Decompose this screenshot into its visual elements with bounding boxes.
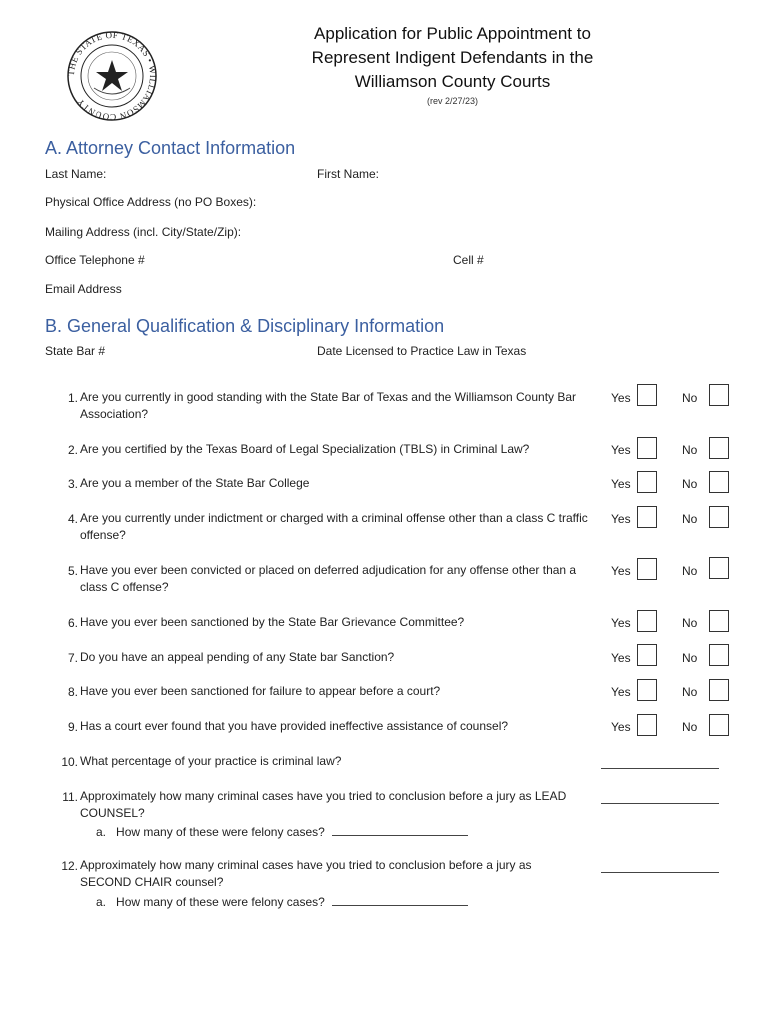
question-number: 4.	[67, 512, 78, 526]
sub-question	[96, 894, 468, 909]
no-label: No	[682, 512, 698, 526]
yes-label: Yes	[611, 391, 631, 405]
yes-label: Yes	[611, 477, 631, 491]
svg-text:THE STATE OF TEXAS • WILLIAMSO: THE STATE OF TEXAS • WILLIAMSON COUNTY	[66, 30, 158, 122]
question-number: 3.	[67, 477, 78, 491]
question-number: 11.	[62, 790, 78, 804]
yes-checkbox[interactable]	[637, 610, 657, 632]
no-checkbox[interactable]	[709, 471, 729, 493]
no-checkbox[interactable]	[709, 437, 729, 459]
question-text: Are you currently under indictment or charged with a criminal offense other than a class C traffic offense?	[80, 511, 588, 542]
answer-blank[interactable]	[601, 860, 719, 873]
revision-date: (rev 2/27/23)	[426, 96, 479, 106]
answer-blank[interactable]	[332, 894, 468, 906]
question-number: 5.	[67, 564, 78, 578]
title-line-3: Williamson County Courts	[354, 72, 551, 91]
question-number: 6.	[67, 616, 78, 630]
no-checkbox[interactable]	[709, 714, 729, 736]
no-label: No	[682, 477, 698, 491]
yes-checkbox[interactable]	[637, 506, 657, 528]
yes-checkbox[interactable]	[637, 471, 657, 493]
no-checkbox[interactable]	[709, 644, 729, 666]
no-checkbox[interactable]	[709, 506, 729, 528]
no-label: No	[682, 685, 698, 699]
state-bar-label: State Bar #	[45, 344, 106, 358]
section-b-heading: B. General Qualification & Disciplinary Information	[45, 316, 445, 336]
section-a-heading: A. Attorney Contact Information	[45, 138, 296, 158]
question-number: 1.	[67, 391, 78, 405]
sub-question	[96, 824, 468, 839]
no-checkbox[interactable]	[709, 557, 729, 579]
yes-label: Yes	[611, 616, 631, 630]
title-line-1: Application for Public Appointment to	[314, 24, 591, 43]
answer-blank[interactable]	[601, 791, 719, 804]
yes-checkbox[interactable]	[637, 679, 657, 701]
yes-checkbox[interactable]	[637, 714, 657, 736]
physical-address-label: Physical Office Address (no PO Boxes):	[45, 195, 257, 209]
document-title	[270, 22, 635, 94]
williamson-county-seal	[66, 30, 158, 122]
yes-label: Yes	[611, 720, 631, 734]
question-number: 9.	[67, 720, 78, 734]
question-text: Have you ever been sanctioned for failure to appear before a court?	[80, 684, 441, 698]
sub-question-number: a.	[96, 825, 107, 839]
sub-question-text: How many of these were felony cases?	[116, 895, 325, 909]
cell-label: Cell #	[453, 253, 484, 267]
yes-label: Yes	[611, 512, 631, 526]
answer-blank[interactable]	[601, 756, 719, 769]
yes-checkbox[interactable]	[637, 437, 657, 459]
question-text: Have you ever been sanctioned by the State Bar Grievance Committee?	[80, 615, 465, 629]
question-text: Are you certified by the Texas Board of Legal Specialization (TBLS) in Criminal Law?	[80, 442, 530, 456]
question-text: Has a court ever found that you have provided ineffective assistance of counsel?	[80, 719, 509, 733]
no-checkbox[interactable]	[709, 384, 729, 406]
yes-label: Yes	[611, 564, 631, 578]
no-checkbox[interactable]	[709, 679, 729, 701]
yes-checkbox[interactable]	[637, 558, 657, 580]
no-label: No	[682, 443, 698, 457]
question-text: Are you a member of the State Bar College	[80, 476, 310, 490]
no-checkbox[interactable]	[709, 610, 729, 632]
yes-checkbox[interactable]	[637, 384, 657, 406]
no-label: No	[682, 564, 698, 578]
date-licensed-label: Date Licensed to Practice Law in Texas	[317, 344, 527, 358]
first-name-label: First Name:	[317, 167, 380, 181]
question-text: What percentage of your practice is criminal law?	[80, 754, 342, 768]
office-phone-label: Office Telephone #	[45, 253, 145, 267]
no-label: No	[682, 720, 698, 734]
question-text: Approximately how many criminal cases have you tried to conclusion before a jury as LEAD COUNSEL?	[80, 789, 567, 820]
no-label: No	[682, 391, 698, 405]
sub-question-text: How many of these were felony cases?	[116, 825, 325, 839]
question-text: Do you have an appeal pending of any State bar Sanction?	[80, 650, 395, 664]
last-name-label: Last Name:	[45, 167, 107, 181]
answer-blank[interactable]	[332, 824, 468, 836]
question-text: Have you ever been convicted or placed on deferred adjudication for any offense other than a class C offense?	[80, 563, 577, 594]
question-number: 2.	[67, 443, 78, 457]
no-label: No	[682, 616, 698, 630]
yes-label: Yes	[611, 443, 631, 457]
yes-checkbox[interactable]	[637, 644, 657, 666]
question-number: 8.	[67, 685, 78, 699]
question-number: 12.	[61, 859, 78, 873]
title-line-2: Represent Indigent Defendants in the	[311, 48, 594, 67]
question-text: Are you currently in good standing with the State Bar of Texas and the Williamson County Bar Association?	[80, 390, 577, 421]
question-text: Approximately how many criminal cases have you tried to conclusion before a jury as SECOND CHAIR counsel?	[80, 858, 532, 889]
email-label: Email Address	[45, 282, 122, 296]
mailing-address-label: Mailing Address (incl. City/State/Zip):	[45, 225, 242, 239]
sub-question-number: a.	[96, 895, 107, 909]
yes-label: Yes	[611, 685, 631, 699]
no-label: No	[682, 651, 698, 665]
question-number: 10.	[61, 755, 78, 769]
question-number: 7.	[67, 651, 78, 665]
yes-label: Yes	[611, 651, 631, 665]
